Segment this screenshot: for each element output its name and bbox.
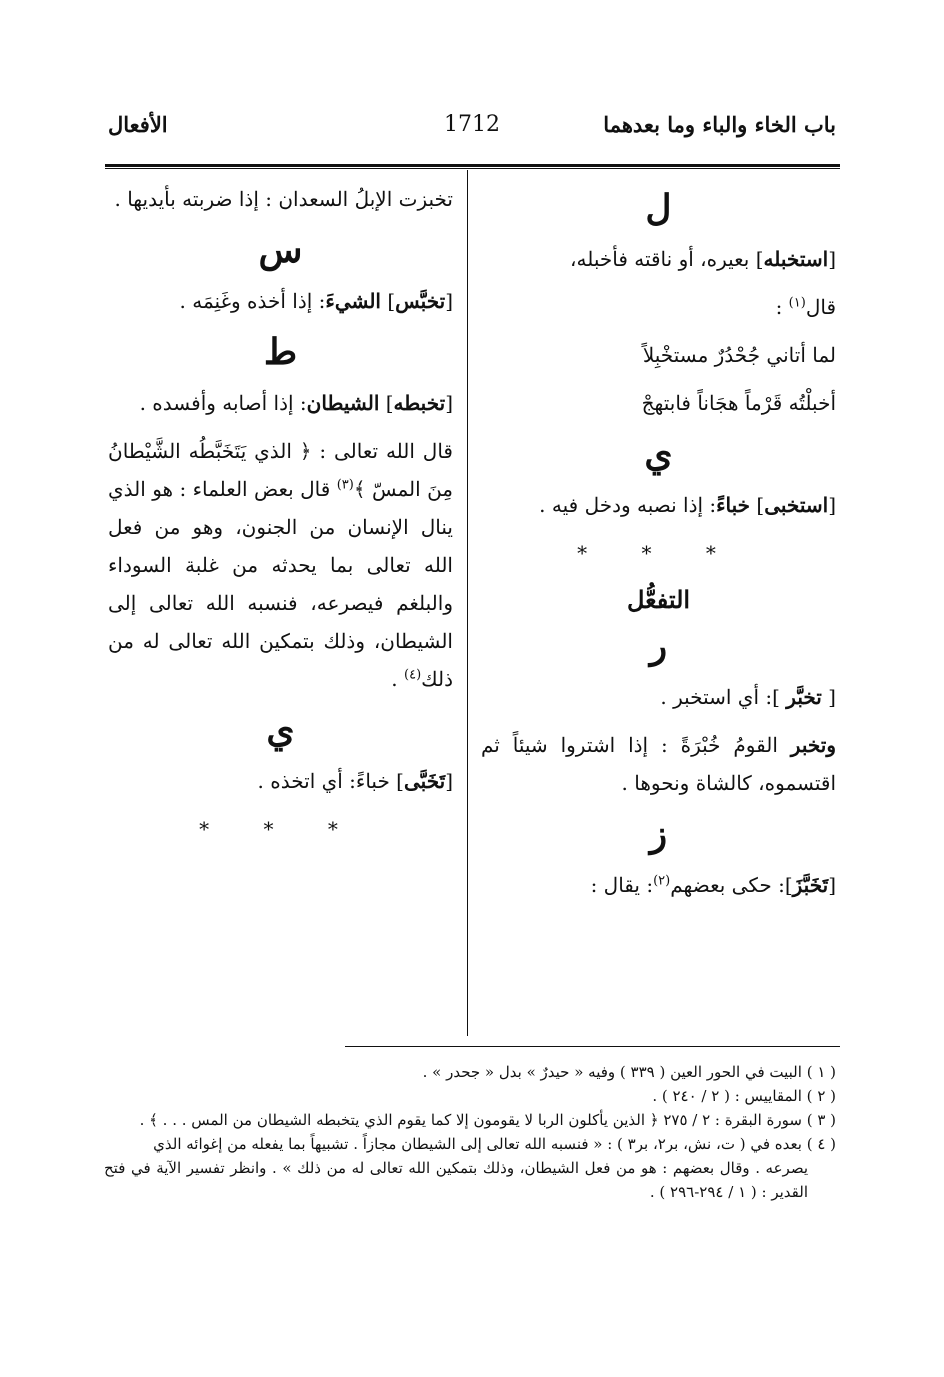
letter-heading-lam: ل bbox=[645, 187, 672, 229]
letter-heading-ya: ي bbox=[644, 433, 673, 475]
footnote-3: ( ٣ ) سورة البقرة : ٢ / ٢٧٥ ﴿ الذين يأكلون الربا لا يقومون إلا كما يقوم الذي يتخبطه الشيطان من المس . . . ﴾ . bbox=[139, 1111, 836, 1129]
verse-line-1: لما أتاني جُحْدُرٌ مستخْبِلاً bbox=[642, 343, 836, 367]
entry-term: تخبَّس bbox=[395, 289, 446, 313]
explanation-text: قال بعض العلماء : هو الذي ينال الإنسان من الجنون، وهو من فعل الله تعالى بما يحدثه من غلبة السوداء والبلغم فيصرعه، فنسبه الله تعالى إلى الشيطان، وذلك بتمكين الله تعالى له من ذلك bbox=[108, 477, 453, 691]
section-separator-stars-left: * * * bbox=[199, 817, 362, 841]
footnote-rule bbox=[345, 1046, 840, 1047]
letter-heading-sin: س bbox=[258, 229, 303, 271]
entry-text: : أي اتخذه . bbox=[257, 769, 356, 793]
entry-term: تخبطه bbox=[393, 391, 446, 415]
letter-heading-ta: ط bbox=[263, 331, 298, 373]
entry-object: الشيءَ bbox=[325, 289, 381, 313]
entry-term: استخبى bbox=[764, 493, 829, 517]
entry-takhabbaz: [تَخَبَّزَ]: حكى بعضهم$^{(٢)}$: يقال : bbox=[590, 873, 836, 897]
header-section-title: الأفعال bbox=[108, 112, 168, 137]
quran-quote: قال الله تعالى : ﴿ الذي يَتَخَبَّطُه الشَّيْطانُ مِنَ المسّ ﴾ bbox=[108, 439, 454, 501]
footnote-4: ( ٤ ) بعده في ( ت، نش، بر٢، بر٣ ) : « فنسبه الله تعالى إلى الشيطان مجازاً . تشبيهاً بما يفعله من إغوائه الذي bbox=[153, 1135, 836, 1153]
qala-colon: : bbox=[775, 295, 783, 319]
footnote-ref-1: (١) bbox=[788, 295, 806, 311]
footnote-1: ( ١ ) البيت في الحور العين ( ٣٣٩ ) وفيه « حيدرٌ » بدل « جحدر » . bbox=[422, 1063, 836, 1081]
entry-term: تخبَّر bbox=[786, 685, 822, 709]
entry-takhabbat: [تخبطه] الشيطان: إذا أصابه وأفسده . bbox=[139, 391, 453, 415]
letter-heading-ya-left: ي bbox=[266, 709, 295, 751]
footnote-4-continued: يصرعه . وقال بعضهم : هو من فعل الشيطان، وذلك بتمكين الله تعالى له من ذلك » . وانظر تفسير الآية في فتح القدير : ( ١ / ٢٩٤-٢٩٦ ) . bbox=[104, 1159, 808, 1201]
entry-takhabba: [تَخَبَّى] خباءً: أي اتخذه . bbox=[257, 769, 453, 793]
entry-takhabbas: [تخبَّس] الشيءَ: إذا أخذه وغَنِمَه . bbox=[179, 289, 453, 313]
letter-heading-zay: ز bbox=[649, 813, 668, 855]
entry-object: خباءً bbox=[355, 769, 390, 793]
section-separator-stars: * * * bbox=[577, 541, 740, 565]
entry-text: : إذا أخذه وغَنِمَه . bbox=[179, 289, 326, 313]
entry-takhabbar: [ تخبَّر ]: أي استخبر . bbox=[660, 685, 836, 709]
entry-text: القومُ خُبْرَةً : إذا اشتروا شيئاً ثم اقتسموه، كالشاة ونحوها . bbox=[481, 733, 836, 795]
entry-term: تَخَبَّى bbox=[404, 769, 446, 793]
entry-text: بعيره، أو ناقته فأخبله، bbox=[570, 247, 750, 271]
verse-line-2: أخبلْتُه قَرْماً هجَاناً فابتهجْ bbox=[641, 391, 836, 415]
header-chapter-title: باب الخاء والباء وما بعدهما bbox=[603, 112, 836, 137]
qala-line bbox=[481, 288, 836, 326]
entry-term: تَخَبَّزَ bbox=[792, 873, 829, 897]
right-column bbox=[481, 180, 836, 914]
letter-heading-ra: ر bbox=[649, 625, 668, 667]
column-divider bbox=[467, 170, 468, 1036]
entry-istakhbala: [استخبله] بعيره، أو ناقته فأخبله، bbox=[570, 247, 836, 271]
continuation-text: تخبزت الإبلُ السعدان : إذا ضربته بأيديها . bbox=[114, 187, 453, 211]
entry-text: : حكى بعضهم bbox=[670, 873, 785, 897]
quran-explanation bbox=[108, 432, 453, 698]
footnotes bbox=[104, 1060, 836, 1204]
qala-word: قال bbox=[805, 295, 836, 319]
entry-object: الشيطان bbox=[306, 391, 380, 415]
entry-term: وتخبر bbox=[790, 733, 836, 757]
footnote-ref-2: (٢) bbox=[653, 873, 671, 889]
explanation-end: . bbox=[391, 667, 398, 691]
page-number: 1712 bbox=[444, 112, 500, 137]
entry-object: خباءً bbox=[716, 493, 751, 517]
entry-text: : إذا نصبه ودخل فيه . bbox=[539, 493, 717, 517]
header-rule-thin bbox=[105, 168, 840, 169]
entry-term: استخبله bbox=[763, 247, 829, 271]
left-column bbox=[108, 180, 453, 858]
section-title-tafaul: التفعُّل bbox=[626, 585, 691, 614]
entry-tail: : يقال : bbox=[590, 873, 654, 897]
entry-text: : إذا أصابه وأفسده . bbox=[139, 391, 307, 415]
footnote-ref-4: (٤) bbox=[404, 667, 422, 683]
header-rule bbox=[105, 164, 840, 167]
footnote-2: ( ٢ ) المقاييس : ( ٢ / ٢٤٠ ) . bbox=[652, 1087, 836, 1105]
entry-takhabbar-qawm bbox=[481, 726, 836, 802]
entry-istakhba: [استخبى] خباءً: إذا نصبه ودخل فيه . bbox=[539, 493, 836, 517]
footnote-ref-3: (٣) bbox=[336, 477, 354, 493]
entry-text: : أي استخبر . bbox=[660, 685, 773, 709]
